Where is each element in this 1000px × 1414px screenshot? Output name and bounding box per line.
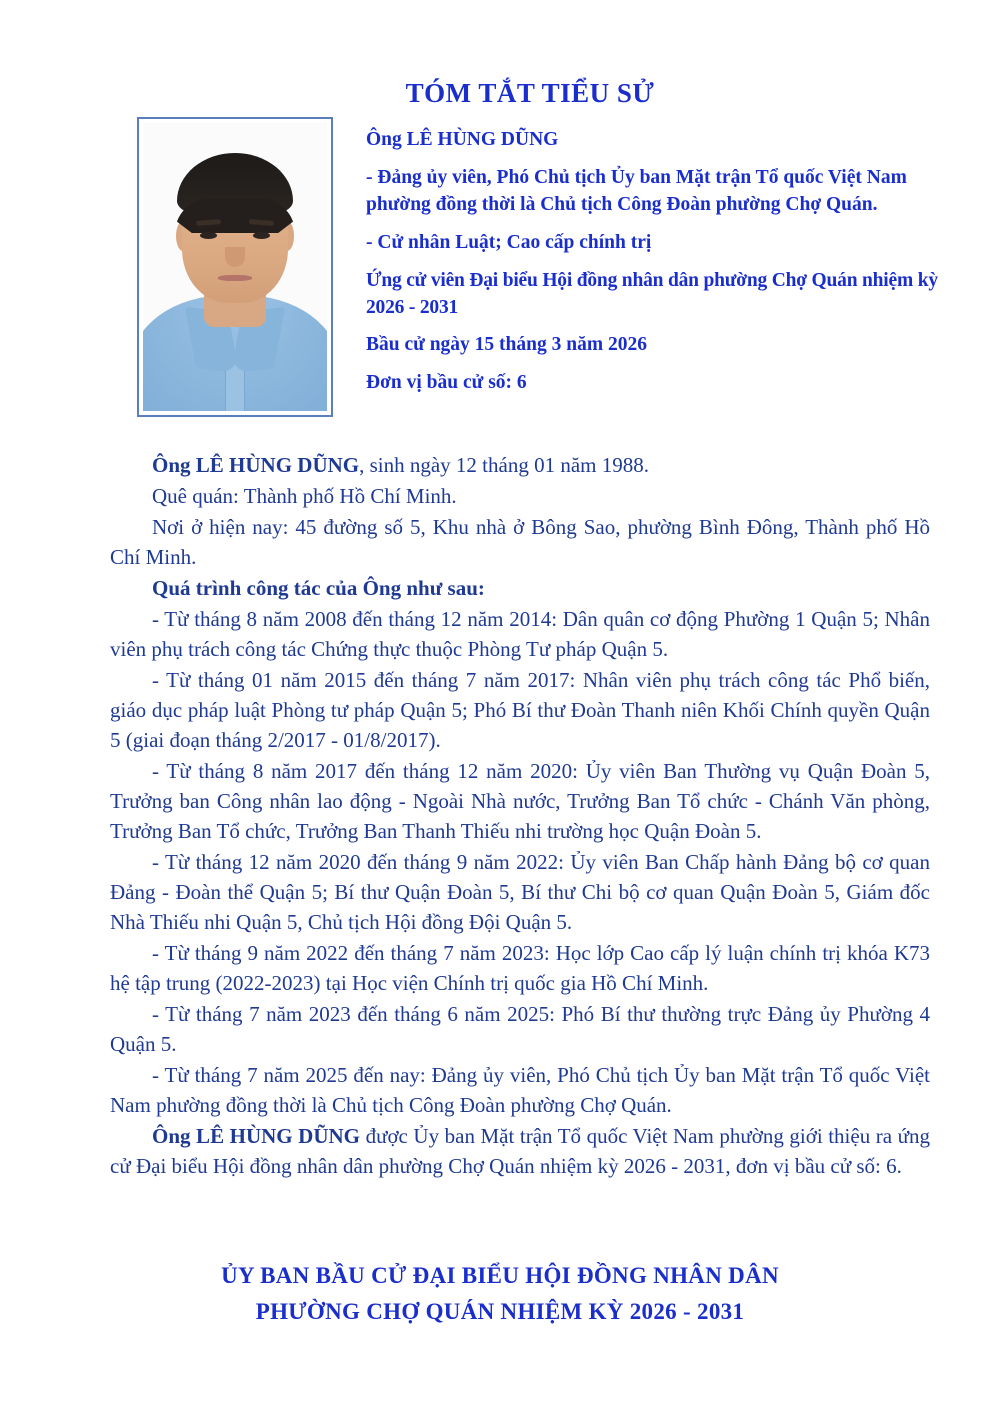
page-title: TÓM TẮT TIỂU SỬ <box>405 78 655 108</box>
nomination-rest: được Ủy ban Mặt trận Tổ quốc Việt Nam phường giới thiệu ra ứng cử Đại biểu Hội đồng nhân dân phường Chợ Quán nhiệm kỳ 2026 - 2031, đơn vị bầu cử số: 6. <box>110 1124 931 1179</box>
election-unit: Đơn vị bầu cử số: 6 <box>366 372 527 394</box>
nomination-paragraph <box>110 1121 930 1181</box>
career-heading <box>110 573 930 603</box>
election-date: Bầu cử ngày 15 tháng 3 năm 2026 <box>366 334 647 356</box>
bio-hometown: Quê quán: Thành phố Hồ Chí Minh. <box>152 484 457 509</box>
career-item: - Từ tháng 7 năm 2023 đến tháng 6 năm 2025: Phó Bí thư thường trực Đảng ủy Phường 4 Quận 5. <box>110 1002 930 1057</box>
career-item: - Từ tháng 9 năm 2022 đến tháng 7 năm 2023: Học lớp Cao cấp lý luận chính trị khóa K73 hệ tập trung (2022-2023) tại Học viện Chính trị quốc gia Hồ Chí Minh. <box>110 941 930 996</box>
footer-line-1: ỦY BAN BẦU CỬ ĐẠI BIỂU HỘI ĐỒNG NHÂN DÂN <box>221 1263 779 1288</box>
nomination-name-bold: Ông LÊ HÙNG DŨNG <box>152 1124 361 1149</box>
candidate-candidacy: Ứng cử viên Đại biểu Hội đồng nhân dân phường Chợ Quán nhiệm kỳ 2026 - 2031 <box>366 269 938 318</box>
bio-birth-line <box>110 450 930 480</box>
career-item: - Từ tháng 7 năm 2025 đến nay: Đảng ủy viên, Phó Chủ tịch Ủy ban Mặt trận Tổ quốc Việt Nam phường đồng thời là Chủ tịch Công Đoàn phường Chợ Quán. <box>110 1063 930 1118</box>
candidate-name: Ông LÊ HÙNG DŨNG <box>366 129 559 150</box>
candidate-header <box>0 117 1000 437</box>
career-heading-text: Quá trình công tác của Ông như sau: <box>152 576 485 601</box>
career-item: - Từ tháng 8 năm 2008 đến tháng 12 năm 2014: Dân quân cơ động Phường 1 Quận 5; Nhân viên phụ trách công tác Chứng thực thuộc Phòng Tư pháp Quận 5. <box>110 607 930 662</box>
biography-body <box>110 450 930 1182</box>
bio-birth-rest: , sinh ngày 12 tháng 01 năm 1988. <box>359 453 649 477</box>
portrait-hairline <box>175 199 295 233</box>
candidate-education: - Cử nhân Luật; Cao cấp chính trị <box>366 231 652 253</box>
portrait-eye-right <box>253 232 270 239</box>
portrait-eye-left <box>200 232 217 239</box>
bio-name-bold: Ông LÊ HÙNG DŨNG <box>152 453 360 477</box>
candidate-info-block <box>366 127 952 408</box>
career-item: - Từ tháng 8 năm 2017 đến tháng 12 năm 2020: Ủy viên Ban Thường vụ Quận Đoàn 5, Trưởng ban Công nhân lao động - Ngoài Nhà nước, Trưởng Ban Tổ chức - Chánh Văn phòng, Trưởng Ban Tổ chức, Trưởng Ban Thanh Thiếu nhi trường học Quận Đoàn 5. <box>110 759 930 844</box>
candidate-portrait-image <box>143 123 327 411</box>
candidate-photo <box>137 117 333 417</box>
career-item: - Từ tháng 01 năm 2015 đến tháng 7 năm 2017: Nhân viên phụ trách công tác Phổ biến, giáo dục pháp luật Phòng tư pháp Quận 5; Phó Bí thư Đoàn Thanh niên Khối Chính quyền Quận 5 (giai đoạn tháng 2/2017 - 01/8/2017). <box>110 668 930 753</box>
candidate-position: - Đảng ủy viên, Phó Chủ tịch Ủy ban Mặt trận Tổ quốc Việt Nam phường đồng thời là Chủ tịch Công Đoàn phường Chợ Quán. <box>366 166 907 215</box>
footer-line-2: PHƯỜNG CHỢ QUÁN NHIỆM KỲ 2026 - 2031 <box>255 1298 745 1324</box>
bio-residence: Nơi ở hiện nay: 45 đường số 5, Khu nhà ở Bông Sao, phường Bình Đông, Thành phố Hồ Chí Minh. <box>110 515 930 570</box>
portrait-mouth <box>218 275 252 281</box>
career-item: - Từ tháng 12 năm 2020 đến tháng 9 năm 2022: Ủy viên Ban Chấp hành Đảng bộ cơ quan Đảng - Đoàn thể Quận 5; Bí thư Quận Đoàn 5, Bí thư Chi bộ cơ quan Quận Đoàn 5, Giám đốc Nhà Thiếu nhi Quận 5, Chủ tịch Hội đồng Đội Quận 5. <box>110 850 930 935</box>
footer-block <box>0 1258 1000 1329</box>
portrait-nose <box>225 247 245 267</box>
